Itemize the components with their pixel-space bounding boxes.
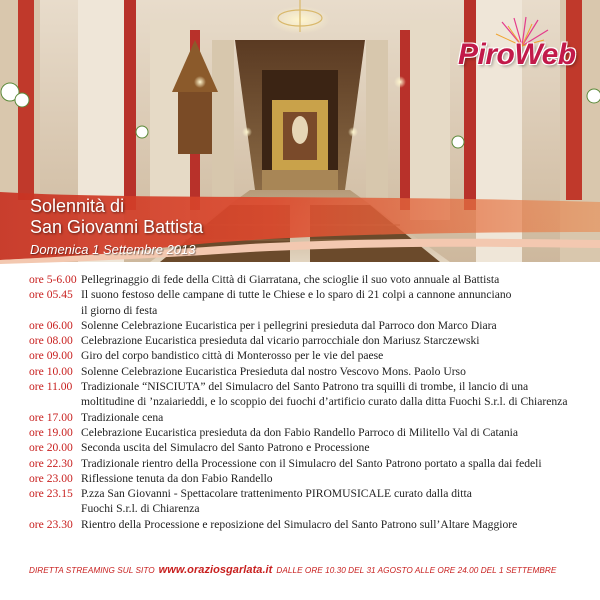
row-time: ore 05.45 bbox=[29, 288, 73, 302]
row-text: Celebrazione Eucaristica presieduta da don Fabio Randello Parroco di Militello Val di Catania bbox=[81, 425, 519, 439]
row-time: ore 5-6.00 bbox=[29, 273, 77, 286]
programme-row bbox=[29, 501, 595, 516]
programme-row bbox=[29, 287, 595, 302]
row-text: Celebrazione Eucaristica presieduta dal vicario parrocchiale don Mariusz Starczewski bbox=[81, 334, 480, 348]
programme-row bbox=[29, 318, 595, 333]
row-text: Riflessione tenuta da don Fabio Randello bbox=[81, 471, 273, 485]
row-time: ore 23.15 bbox=[29, 487, 73, 501]
website-link[interactable]: www.oraziosgarlata.it bbox=[158, 564, 273, 576]
row-text: Seconda uscita del Simulacro del Santo Patrono e Processione bbox=[81, 441, 370, 455]
row-text: Solenne Celebrazione Eucaristica Presieduta dal nostro Vescovo Mons. Paolo Urso bbox=[81, 364, 466, 378]
row-time: ore 23.00 bbox=[29, 471, 73, 485]
row-text: Rientro della Processione e reposizione del Simulacro del Santo Patrono sull’Altare Maggiore bbox=[81, 517, 518, 531]
programme-row bbox=[29, 364, 595, 379]
row-text: Solenne Celebrazione Eucaristica per i pellegrini presieduta dal Parroco don Marco Diara bbox=[81, 318, 497, 332]
row-time: ore 11.00 bbox=[29, 380, 73, 394]
programme-row bbox=[29, 379, 595, 394]
row-time: ore 19.00 bbox=[29, 425, 73, 439]
title-line-1: Solennità di bbox=[30, 196, 125, 216]
footer-suffix: DALLE ORE 10.30 DEL 31 AGOSTO ALLE ORE 24.00 DEL 1 SETTEMBRE bbox=[276, 566, 557, 575]
row-time: ore 08.00 bbox=[29, 334, 73, 348]
row-time: ore 09.00 bbox=[29, 349, 73, 363]
row-text: moltitudine di ’nzaiarieddi, e lo scoppio dei fuochi d’artificio curato dalla ditta Fuochi S.r.l. di Chiarenza bbox=[81, 395, 568, 409]
row-text: Tradizionale rientro della Processione con il Simulacro del Santo Patrono portato a spalla dai fedeli bbox=[81, 456, 542, 470]
programme-row bbox=[29, 456, 595, 471]
programme-row bbox=[29, 410, 595, 425]
logo-text: PiroWeb bbox=[458, 38, 576, 71]
row-time: ore 10.00 bbox=[29, 364, 73, 378]
streaming-footer bbox=[29, 564, 589, 576]
row-time: ore 17.00 bbox=[29, 410, 73, 424]
row-text: Tradizionale “NISCIUTA” del Simulacro del Santo Patrono tra squilli di trombe, il lancio di una bbox=[81, 380, 529, 394]
row-text: il giorno di festa bbox=[81, 303, 158, 317]
programme-row bbox=[29, 394, 595, 409]
programme-list bbox=[29, 272, 595, 532]
title-line-2: San Giovanni Battista bbox=[30, 217, 204, 237]
programme-row bbox=[29, 272, 595, 287]
row-text: Pellegrinaggio di fede della Città di Giarratana, che scioglie il suo voto annuale al Battista bbox=[81, 273, 500, 286]
row-time: ore 22.30 bbox=[29, 456, 73, 470]
programme-row bbox=[29, 348, 595, 363]
row-time: ore 20.00 bbox=[29, 441, 73, 455]
row-time: ore 23.30 bbox=[29, 517, 73, 531]
row-text: Il suono festoso delle campane di tutte le Chiese e lo sparo di 21 colpi a cannone annunciano bbox=[81, 288, 512, 302]
row-text: Giro del corpo bandistico città di Monterosso per le vie del paese bbox=[81, 349, 384, 363]
row-time: ore 06.00 bbox=[29, 318, 73, 332]
programme-row bbox=[29, 425, 595, 440]
programme-row bbox=[29, 486, 595, 501]
programme-row bbox=[29, 440, 595, 455]
programme-row bbox=[29, 471, 595, 486]
row-text: P.zza San Giovanni - Spettacolare trattenimento PIROMUSICALE curato dalla ditta bbox=[81, 487, 472, 501]
row-text: Fuochi S.r.l. di Chiarenza bbox=[81, 502, 200, 516]
piroweb-logo bbox=[452, 30, 592, 80]
programme-row bbox=[29, 333, 595, 348]
programme-row bbox=[29, 517, 595, 532]
event-date: Domenica 1 Settembre 2013 bbox=[30, 242, 196, 257]
footer-prefix: DIRETTA STREAMING SUL SITO bbox=[29, 566, 155, 575]
programme-row bbox=[29, 303, 595, 318]
row-text: Tradizionale cena bbox=[81, 410, 164, 424]
